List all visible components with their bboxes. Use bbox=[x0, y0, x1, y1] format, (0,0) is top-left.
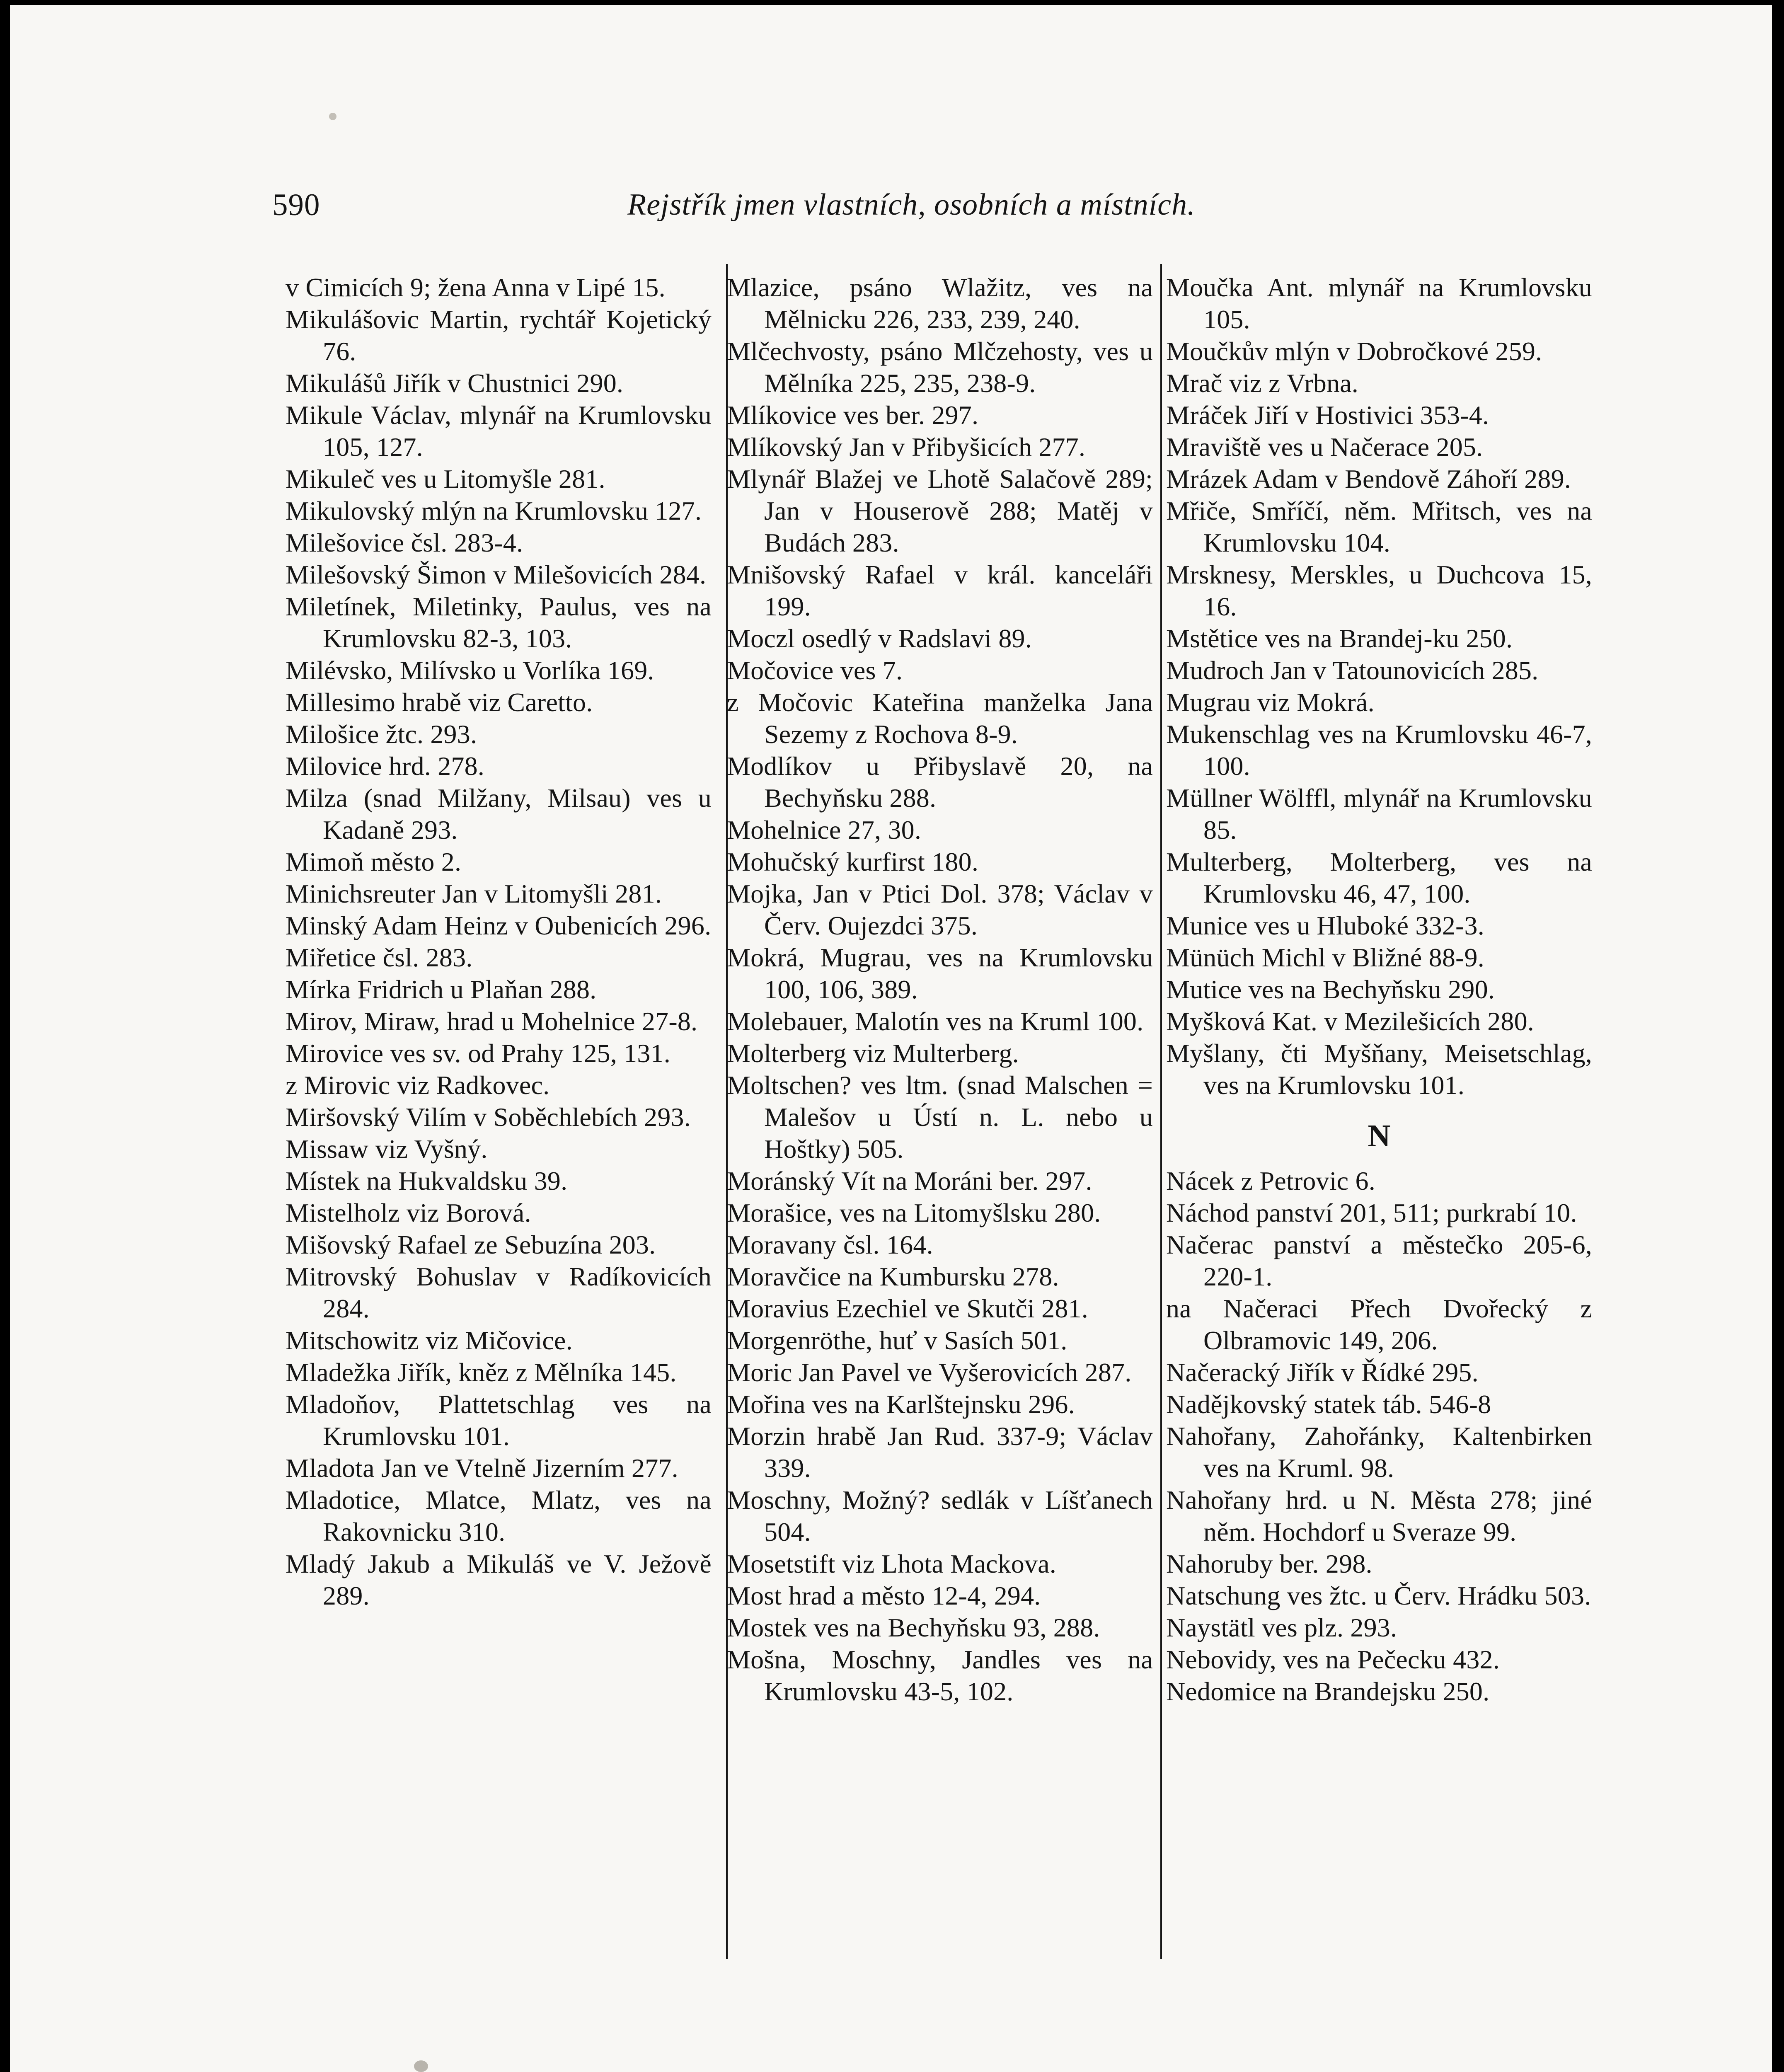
print-speck bbox=[329, 113, 336, 120]
index-entry: Multerberg, Molterberg, ves na Krumlovsku 46, 47, 100. bbox=[1166, 847, 1592, 908]
index-entry: Mírka Fridrich u Plaňan 288. bbox=[286, 975, 597, 1004]
index-entry: Moučka Ant. mlynář na Krumlovsku 105. bbox=[1166, 273, 1592, 334]
index-entry: Most hrad a město 12-4, 294. bbox=[727, 1581, 1041, 1610]
index-entry: Mikulášovic Martin, rychtář Kojetický 76. bbox=[286, 305, 712, 366]
index-entry: Načerac panství a městečko 205-6, 220-1. bbox=[1166, 1230, 1592, 1291]
column-divider-right bbox=[1160, 264, 1162, 1959]
index-entry: Mladý Jakub a Mikuláš ve V. Ježově 289. bbox=[286, 1549, 712, 1610]
index-entry: Mraviště ves u Načerace 205. bbox=[1166, 432, 1483, 462]
index-entry: z Močovic Kateřina manželka Jana Sezemy z Rochova 8-9. bbox=[727, 687, 1153, 749]
index-entry: Mlynář Blažej ve Lhotě Salačově 289; Jan v Houserově 288; Matěj v Budách 283. bbox=[727, 464, 1153, 557]
index-column-3 bbox=[1166, 271, 1592, 1707]
index-entry: Náchod panství 201, 511; purkrabí 10. bbox=[1166, 1198, 1577, 1227]
index-entry: Müllner Wölffl, mlynář na Krumlovsku 85. bbox=[1166, 783, 1592, 845]
index-entry: Mostek ves na Bechyňsku 93, 288. bbox=[727, 1613, 1100, 1642]
index-entry: Mrač viz z Vrbna. bbox=[1166, 368, 1358, 398]
index-entry: Mstětice ves na Brandej-ku 250. bbox=[1166, 624, 1513, 653]
index-entry: Milévsko, Milívsko u Vorlíka 169. bbox=[286, 656, 654, 685]
index-entry: Minichsreuter Jan v Litomyšli 281. bbox=[286, 879, 662, 908]
page-number: 590 bbox=[272, 188, 320, 222]
index-entry: Mrázek Adam v Bendově Záhoří 289. bbox=[1166, 464, 1571, 494]
index-entry: Milza (snad Milžany, Milsau) ves u Kadaně 293. bbox=[286, 783, 712, 845]
index-entry: Mugrau viz Mokrá. bbox=[1166, 687, 1375, 717]
index-entry: Mlíkovice ves ber. 297. bbox=[727, 400, 979, 430]
index-entry: Mudroch Jan v Tatounovicích 285. bbox=[1166, 656, 1539, 685]
index-entry: Moravčice na Kumbursku 278. bbox=[727, 1262, 1059, 1291]
index-entry: Millesimo hrabě viz Caretto. bbox=[286, 687, 593, 717]
index-entry: Mladota Jan ve Vtelně Jizerním 277. bbox=[286, 1453, 678, 1483]
index-entry: Missaw viz Vyšný. bbox=[286, 1134, 488, 1164]
index-entry: Mrsknesy, Merskles, u Duchcova 15, 16. bbox=[1166, 560, 1592, 621]
index-entry: Nedomice na Brandejsku 250. bbox=[1166, 1677, 1490, 1706]
index-entry: Modlíkov u Přibyslavě 20, na Bechyňsku 288. bbox=[727, 751, 1153, 813]
index-entry: Moczl osedlý v Radslavi 89. bbox=[727, 624, 1032, 653]
index-entry: Mnišovský Rafael v král. kanceláři 199. bbox=[727, 560, 1153, 621]
index-entry: Natschung ves žtc. u Červ. Hrádku 503. bbox=[1166, 1581, 1591, 1610]
index-entry: Nácek z Petrovic 6. bbox=[1166, 1166, 1375, 1196]
index-entry: Naystätl ves plz. 293. bbox=[1166, 1613, 1397, 1642]
index-entry: Mlíkovský Jan v Přibyšicích 277. bbox=[727, 432, 1086, 462]
index-entry: Mráček Jiří v Hostivici 353-4. bbox=[1166, 400, 1489, 430]
index-entry: Mikuleč ves u Litomyšle 281. bbox=[286, 464, 605, 494]
index-entry: Mirov, Miraw, hrad u Mohelnice 27-8. bbox=[286, 1007, 698, 1036]
index-entry: Mutice ves na Bechyňsku 290. bbox=[1166, 975, 1495, 1004]
index-entry: Mojka, Jan v Ptici Dol. 378; Václav v Červ. Oujezdci 375. bbox=[727, 879, 1153, 940]
section-letter: N bbox=[1368, 1118, 1391, 1153]
running-title: Rejstřík jmen vlastních, osobních a místních. bbox=[627, 188, 1196, 222]
index-entry: Mirovice ves sv. od Prahy 125, 131. bbox=[286, 1038, 671, 1068]
index-entry: Mladežka Jiřík, kněz z Mělníka 145. bbox=[286, 1358, 677, 1387]
index-entry: Milešovský Šimon v Milešovicích 284. bbox=[286, 560, 707, 589]
index-entry: Nebovidy, ves na Pečecku 432. bbox=[1166, 1645, 1500, 1674]
index-entry: Mistelholz viz Borová. bbox=[286, 1198, 531, 1227]
index-entry: Mukenschlag ves na Krumlovsku 46-7, 100. bbox=[1166, 719, 1592, 781]
index-entry: Moravany čsl. 164. bbox=[727, 1230, 933, 1259]
index-entry: Mikulovský mlýn na Krumlovsku 127. bbox=[286, 496, 702, 525]
index-entry: Mitrovský Bohuslav v Radíkovicích 284. bbox=[286, 1262, 712, 1323]
index-entry: Močovice ves 7. bbox=[727, 656, 903, 685]
index-entry: Minský Adam Heinz v Oubenicích 296. bbox=[286, 911, 712, 940]
index-entry: z Mirovic viz Radkovec. bbox=[286, 1070, 550, 1100]
index-entry: Mikule Václav, mlynář na Krumlovsku 105, 127. bbox=[286, 400, 712, 462]
page-header bbox=[10, 187, 1772, 233]
index-entry: Moschny, Možný? sedlák v Líšťanech 504. bbox=[727, 1485, 1153, 1547]
index-entry: na Načeraci Přech Dvořecký z Olbramovic 149, 206. bbox=[1166, 1294, 1592, 1355]
index-entry: Myšková Kat. v Mezilešicích 280. bbox=[1166, 1007, 1534, 1036]
index-entry: Miršovský Vilím v Soběchlebích 293. bbox=[286, 1102, 691, 1132]
index-column-1 bbox=[286, 271, 712, 1612]
index-entry: Nahoruby ber. 298. bbox=[1166, 1549, 1372, 1578]
index-entry: Místek na Hukvaldsku 39. bbox=[286, 1166, 568, 1196]
index-entry: Mřiče, Smříčí, něm. Mřitsch, ves na Krumlovsku 104. bbox=[1166, 496, 1592, 557]
index-entry: Moltschen? ves ltm. (snad Malschen = Malešov u Ústí n. L. nebo u Hoštky) 505. bbox=[727, 1070, 1153, 1164]
index-entry: Molebauer, Malotín ves na Kruml 100. bbox=[727, 1007, 1144, 1036]
print-speck bbox=[414, 2060, 428, 2072]
index-entry: Myšlany, čti Myšňany, Meisetschlag, ves na Krumlovsku 101. bbox=[1166, 1038, 1592, 1100]
index-entry: Načeracký Jiřík v Řídké 295. bbox=[1166, 1358, 1479, 1387]
index-entry: Nahořany hrd. u N. Města 278; jiné něm. Hochdorf u Sveraze 99. bbox=[1166, 1485, 1592, 1547]
index-entry: Mořina ves na Karlštejnsku 296. bbox=[727, 1389, 1075, 1419]
index-entry: Nahořany, Zahořánky, Kaltenbirken ves na Kruml. 98. bbox=[1166, 1421, 1592, 1483]
index-entry: Mladoňov, Plattetschlag ves na Krumlovsku 101. bbox=[286, 1389, 712, 1451]
index-entry: Morzin hrabě Jan Rud. 337-9; Václav 339. bbox=[727, 1421, 1153, 1483]
index-entry: Munice ves u Hluboké 332-3. bbox=[1166, 911, 1484, 940]
index-entry: Mikulášů Jiřík v Chustnici 290. bbox=[286, 368, 624, 398]
index-entry: Nadějkovský statek táb. 546-8 bbox=[1166, 1389, 1491, 1419]
index-entry: Mlčechvosty, psáno Mlčzehosty, ves u Mělníka 225, 235, 238-9. bbox=[727, 336, 1153, 398]
index-entry: Mošna, Moschny, Jandles ves na Krumlovsku 43-5, 102. bbox=[727, 1645, 1153, 1706]
index-entry: Mišovský Rafael ze Sebuzína 203. bbox=[286, 1230, 656, 1259]
index-entry: Milovice hrd. 278. bbox=[286, 751, 484, 781]
index-entry: Milešovice čsl. 283-4. bbox=[286, 528, 523, 557]
index-entry: Mosetstift viz Lhota Mackova. bbox=[727, 1549, 1056, 1578]
index-entry: Mohučský kurfirst 180. bbox=[727, 847, 979, 876]
index-entry: Münüch Michl v Bližné 88-9. bbox=[1166, 943, 1484, 972]
index-entry: Mlazice, psáno Wlažitz, ves na Mělnicku 226, 233, 239, 240. bbox=[727, 273, 1153, 334]
index-entry: Mokrá, Mugrau, ves na Krumlovsku 100, 106, 389. bbox=[727, 943, 1153, 1004]
index-entry: Molterberg viz Multerberg. bbox=[727, 1038, 1019, 1068]
index-entry: Moránský Vít na Moráni ber. 297. bbox=[727, 1166, 1092, 1196]
index-entry: Moučkův mlýn v Dobročkové 259. bbox=[1166, 336, 1542, 366]
index-entry: Morgenröthe, huť v Sasích 501. bbox=[727, 1326, 1067, 1355]
scanned-page bbox=[10, 5, 1772, 2072]
index-entry: Mimoň město 2. bbox=[286, 847, 462, 876]
index-entry: Morašice, ves na Litomyšlsku 280. bbox=[727, 1198, 1101, 1227]
index-entry: Miřetice čsl. 283. bbox=[286, 943, 473, 972]
index-column-2 bbox=[727, 271, 1153, 1707]
index-entry: Mladotice, Mlatce, Mlatz, ves na Rakovnicku 310. bbox=[286, 1485, 712, 1547]
index-entry: Miletínek, Miletinky, Paulus, ves na Krumlovsku 82-3, 103. bbox=[286, 592, 712, 653]
index-entry: v Cimicích 9; žena Anna v Lipé 15. bbox=[286, 273, 666, 302]
index-entry: Mitschowitz viz Mičovice. bbox=[286, 1326, 573, 1355]
index-entry: Mohelnice 27, 30. bbox=[727, 815, 922, 845]
index-entry: Moravius Ezechiel ve Skutči 281. bbox=[727, 1294, 1088, 1323]
index-entry: Moric Jan Pavel ve Vyšerovicích 287. bbox=[727, 1358, 1132, 1387]
index-entry: Milošice žtc. 293. bbox=[286, 719, 477, 749]
